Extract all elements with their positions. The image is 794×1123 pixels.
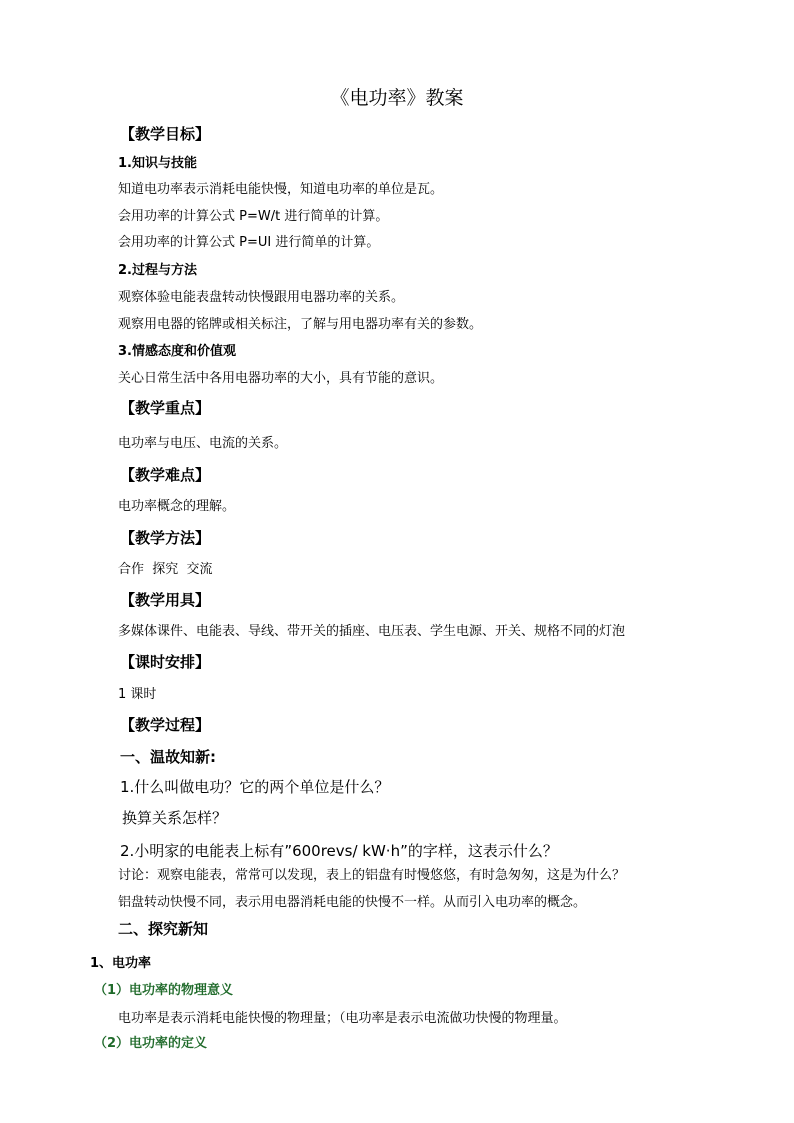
goals-2-heading: 2.过程与方法: [118, 263, 197, 278]
schedule-heading: 【课时安排】: [120, 653, 211, 671]
discussion-line-1: 讨论：观察电能表，常常可以发现，表上的铝盘有时慢悠悠，有时急匆匆，这是为什么？: [118, 868, 626, 883]
review-question-1b: 换算关系怎样？: [122, 809, 228, 827]
goals-2-line-2: 观察用电器的铭牌或相关标注，了解与用电器功率有关的参数。: [118, 317, 483, 332]
goals-2-line-1: 观察体验电能表盘转动快慢跟用电器功率的关系。: [118, 290, 405, 305]
physical-meaning-text: 电功率是表示消耗电能快慢的物理量；（电功率是表示电流做功快慢的物理量。: [118, 1011, 567, 1026]
goals-1-line-2: 会用功率的计算公式 P=W/t 进行简单的计算。: [118, 209, 389, 224]
process-heading: 【教学过程】: [120, 716, 211, 734]
difficulty-heading: 【教学难点】: [120, 466, 211, 484]
methods-text: 合作 探究 交流: [118, 562, 213, 577]
explore-heading: 二、探究新知: [118, 920, 209, 938]
difficulty-text: 电功率概念的理解。: [118, 499, 236, 514]
goals-1-line-3: 会用功率的计算公式 P=UI 进行简单的计算。: [118, 235, 380, 250]
goals-3-line-1: 关心日常生活中各用电器功率的大小，具有节能的意识。: [118, 371, 444, 386]
power-section-heading: 1、电功率: [90, 956, 152, 971]
key-points-heading: 【教学重点】: [120, 399, 211, 417]
goals-1-heading: 1.知识与技能: [118, 156, 197, 171]
schedule-text: 1 课时: [118, 687, 157, 702]
goals-3-heading: 3.情感态度和价值观: [118, 344, 236, 359]
goals-heading: 【教学目标】: [120, 125, 211, 143]
goals-1-line-1: 知道电功率表示消耗电能快慢，知道电功率的单位是瓦。: [118, 182, 444, 197]
review-question-1: 1.什么叫做电功？它的两个单位是什么？: [120, 778, 390, 796]
methods-heading: 【教学方法】: [120, 529, 211, 547]
tools-text: 多媒体课件、电能表、导线、带开关的插座、电压表、学生电源、开关、规格不同的灯泡: [118, 624, 626, 639]
review-question-2: 2.小明家的电能表上标有”600revs/ kW·h”的字样，这表示什么？: [120, 842, 558, 860]
key-points-text: 电功率与电压、电流的关系。: [118, 436, 288, 451]
physical-meaning-heading: （1）电功率的物理意义: [94, 983, 234, 998]
page-title: 《电功率》教案: [330, 87, 464, 109]
tools-heading: 【教学用具】: [120, 591, 211, 609]
review-heading: 一、温故知新:: [120, 748, 216, 766]
definition-heading: （2）电功率的定义: [94, 1036, 208, 1051]
discussion-line-2: 铝盘转动快慢不同，表示用电器消耗电能的快慢不一样。从而引入电功率的概念。: [118, 895, 587, 910]
